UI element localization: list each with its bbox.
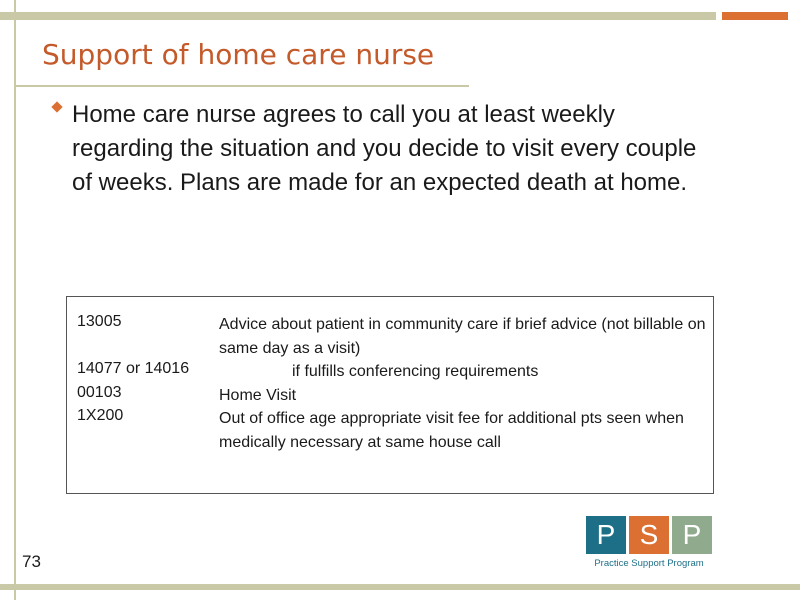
billing-code-box [66,296,714,494]
billing-code: 13005 [77,313,122,330]
slide-title: Support of home care nurse [42,38,435,71]
psp-logo [586,516,712,574]
billing-description: Out of office age appropriate visit fee for additional pts seen when medically necessary at same house call [219,410,684,451]
top-accent-bar [722,12,788,20]
left-vertical-rule [14,0,16,600]
billing-code: 00103 [77,384,122,401]
logo-tagline: Practice Support Program [594,558,704,569]
billing-code: 14077 or 14016 [77,360,190,377]
bullet-diamond-icon [51,101,62,112]
bottom-decorative-bar [0,584,800,590]
logo-letter-p: P [586,516,626,554]
billing-description: if fulfills conferencing requirements [292,363,539,380]
billing-code: 1X200 [77,407,124,424]
page-number: 73 [22,552,41,571]
bullet-text: Home care nurse agrees to call you at least weekly regarding the situation and you decide to visit every couple of weeks. Plans are made for an expected death at home. [72,101,697,196]
billing-description: Home Visit [219,387,297,404]
logo-letter-p: P [672,516,712,554]
top-decorative-bar [0,12,716,20]
logo-letter-s: S [629,516,669,554]
billing-description: Advice about patient in community care if brief advice (not billable on same day as a visit) [219,316,706,357]
title-underline [14,85,469,87]
